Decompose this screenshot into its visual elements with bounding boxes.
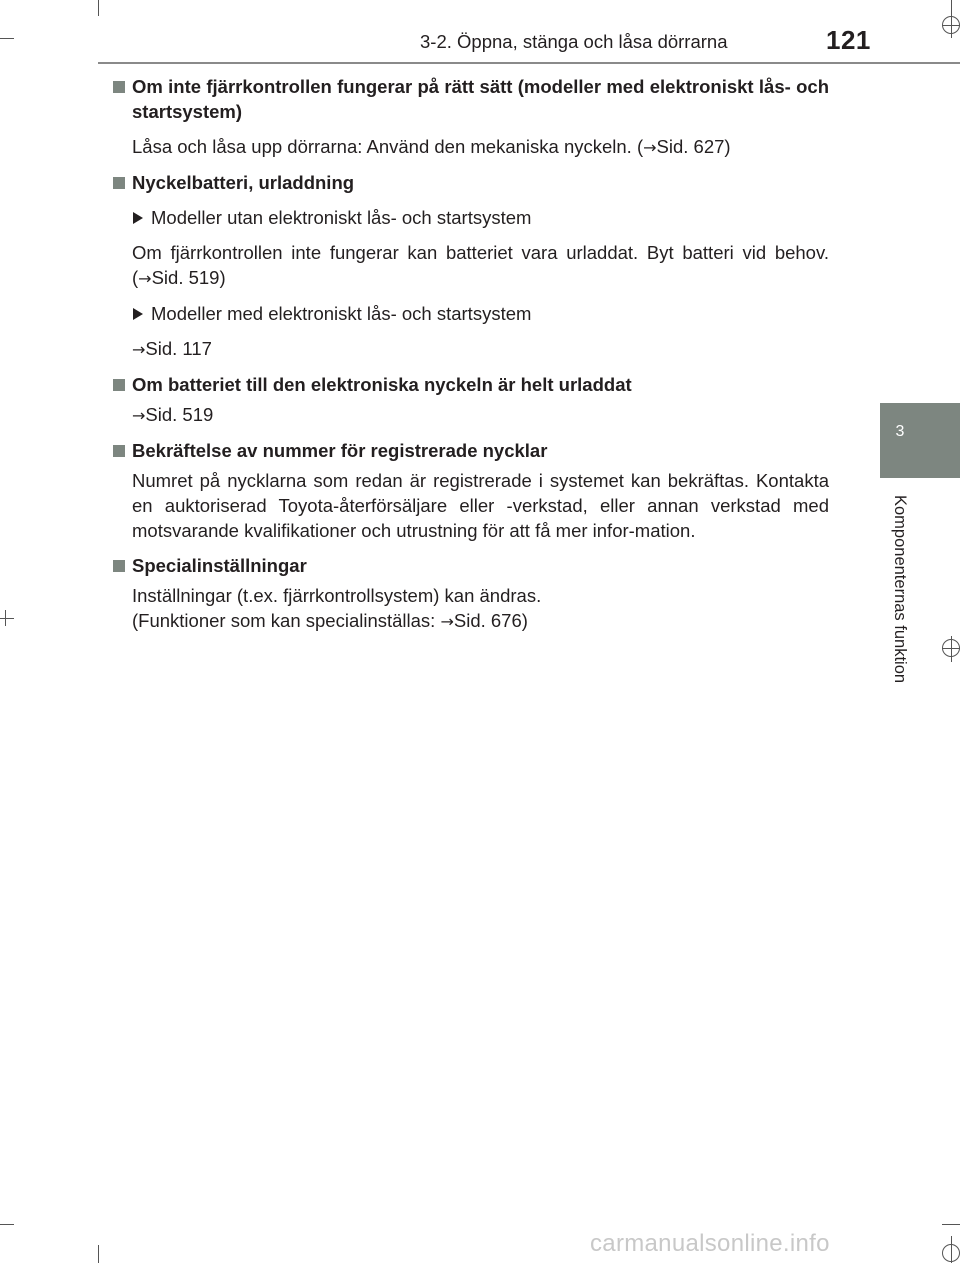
section-body-line: (Funktioner som kan specialinställas: →Sid. 676) xyxy=(132,610,528,631)
chapter-label xyxy=(887,495,917,720)
section-key-fully-discharged xyxy=(113,372,829,428)
section-registered-keys xyxy=(113,438,829,543)
section-body: Låsa och låsa upp dörrarna: Använd den mekaniska nyckeln. (→Sid. 627) xyxy=(132,136,731,157)
section-body-line: Inställningar (t.ex. fjärrkontrollsystem) kan ändras. xyxy=(132,585,542,606)
square-bullet-icon xyxy=(113,379,125,391)
arrow-icon: → xyxy=(138,269,152,288)
chapter-number: 3 xyxy=(895,423,905,440)
arrow-icon: → xyxy=(643,138,657,157)
section-key-battery xyxy=(113,170,829,362)
chapter-label-text: Komponenternas funktion xyxy=(891,495,909,684)
square-bullet-icon xyxy=(113,560,125,572)
section-heading: Om batteriet till den elektroniska nyckeln är helt urladdat xyxy=(113,372,829,397)
section-heading: Bekräftelse av nummer för registrerade nycklar xyxy=(113,438,829,463)
section-customization xyxy=(113,553,829,634)
square-bullet-icon xyxy=(113,81,125,93)
header-title: 3-2. Öppna, stänga och låsa dörrarna xyxy=(420,31,728,52)
page-number: 121 xyxy=(826,25,871,55)
page-reference: Sid. 627 xyxy=(656,136,725,157)
section-body xyxy=(113,402,829,428)
watermark: carmanualsonline.info xyxy=(590,1230,830,1257)
section-body: Om fjärrkontrollen inte fungerar kan batteriet vara urladdat. Byt batteri vid behov. (→Sid. 519) xyxy=(132,242,829,288)
triangle-bullet-icon xyxy=(133,308,143,320)
chapter-tab xyxy=(880,403,960,478)
square-bullet-icon xyxy=(113,177,125,189)
main-content xyxy=(113,74,829,634)
page-reference: Sid. 519 xyxy=(145,404,214,425)
sub-heading: Modeller med elektroniskt lås- och startsystem xyxy=(113,301,829,326)
header-rule xyxy=(98,62,960,64)
triangle-bullet-icon xyxy=(133,212,143,224)
square-bullet-icon xyxy=(113,445,125,457)
sub-heading: Modeller utan elektroniskt lås- och startsystem xyxy=(113,205,829,230)
page-reference: Sid. 117 xyxy=(145,338,212,359)
section-heading: Specialinställningar xyxy=(113,553,829,578)
page-reference: Sid. 676 xyxy=(453,610,522,631)
section-heading: Om inte fjärrkontrollen fungerar på rätt sätt (modeller med elektroniskt lås- och startsystem) xyxy=(113,74,829,124)
section-body xyxy=(113,336,829,362)
arrow-icon: → xyxy=(132,340,146,359)
section-remote-not-working xyxy=(113,74,829,160)
section-body: Numret på nycklarna som redan är registrerade i systemet kan bekräftas. Kontakta en auktoriserad Toyota-återförsäljare eller -verkstad, eller annan verkstad med motsvarande kvalifikationer och utrustning för att få mer infor-mation. xyxy=(132,470,829,541)
arrow-icon: → xyxy=(440,612,454,631)
page-reference: Sid. 519 xyxy=(151,267,220,288)
section-heading: Nyckelbatteri, urladdning xyxy=(113,170,829,195)
arrow-icon: → xyxy=(132,406,146,425)
